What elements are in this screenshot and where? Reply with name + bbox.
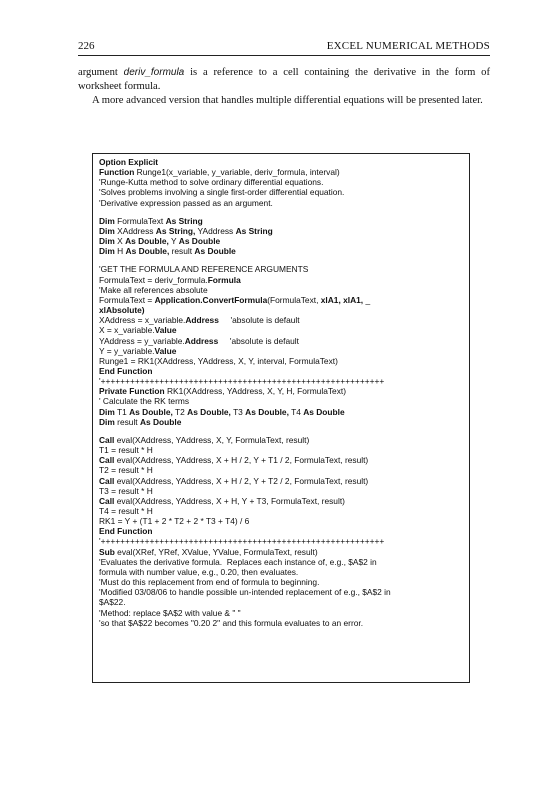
code-text: T1 (114, 406, 130, 417)
page-number: 226 (78, 40, 95, 52)
code-text: '++++++++++++++++++++++++++++++++++++++++++++++++++++++++++ (99, 376, 385, 387)
book-page (78, 40, 491, 628)
code-text: RK1(XAddress, YAddress, X, Y, H, FormulaText) (164, 386, 346, 397)
code-text: YAddress = y_variable. (99, 335, 185, 346)
code-line (99, 557, 463, 567)
code-keyword: As Double, (187, 406, 231, 417)
code-keyword: As Double, (129, 406, 173, 417)
code-text: T3 = result * H (99, 485, 153, 496)
code-keyword: As Double, (245, 406, 289, 417)
code-keyword: Function (99, 167, 135, 178)
code-line (99, 336, 463, 346)
code-text: _ (363, 294, 371, 305)
running-title: EXCEL NUMERICAL METHODS (326, 40, 490, 52)
code-text: T4 (288, 406, 304, 417)
code-text: Y = y_variable. (99, 345, 155, 356)
code-line (99, 608, 463, 618)
code-line (99, 417, 463, 427)
code-line (99, 275, 463, 285)
code-text: eval(XAddress, YAddress, X + H / 2, Y + T2 / 2, FormulaText, result) (114, 475, 369, 486)
code-keyword: Address (184, 335, 219, 346)
code-text: 'Make all references absolute (99, 284, 208, 295)
code-text: X (114, 236, 126, 247)
code-text: Y (168, 236, 179, 247)
code-line (99, 246, 463, 256)
code-line (99, 315, 463, 325)
running-header (78, 40, 490, 56)
code-keyword: Call (99, 434, 115, 445)
code-line (99, 526, 463, 536)
code-line (99, 547, 463, 557)
code-line (99, 386, 463, 396)
code-text: eval(XAddress, YAddress, X + H, Y + T3, FormulaText, result) (114, 495, 345, 506)
code-line (99, 618, 463, 628)
code-keyword: Call (99, 455, 115, 466)
code-line (99, 305, 463, 315)
code-keyword: As Double (178, 236, 221, 247)
code-block-header (99, 157, 463, 208)
code-keyword: As Double, (125, 236, 169, 247)
code-line (99, 285, 463, 295)
code-keyword: Application.ConvertFormula (154, 294, 268, 305)
code-text: '++++++++++++++++++++++++++++++++++++++++++++++++++++++++++ (99, 536, 385, 547)
code-line (99, 226, 463, 236)
code-line (99, 366, 463, 376)
code-line (99, 435, 463, 445)
code-text: 'GET THE FORMULA AND REFERENCE ARGUMENTS (99, 264, 309, 275)
code-block-arguments (99, 264, 463, 427)
code-line (99, 455, 463, 465)
code-gap (99, 256, 463, 264)
code-gap (99, 427, 463, 435)
code-gap (99, 208, 463, 216)
code-line (99, 476, 463, 486)
code-text: 'Method: replace $A$2 with value & " " (99, 607, 241, 618)
code-line (99, 236, 463, 246)
code-text: T2 = result * H (99, 465, 153, 476)
code-text: T2 (172, 406, 188, 417)
code-line (99, 496, 463, 506)
code-line (99, 198, 463, 208)
code-text: 'Derivative expression passed as an argument. (99, 197, 273, 208)
code-line (99, 577, 463, 587)
code-text: T1 = result * H (99, 445, 153, 456)
code-keyword: As String (165, 215, 203, 226)
code-keyword: As Double (194, 246, 236, 257)
code-keyword: Dim (99, 416, 115, 427)
code-line (99, 396, 463, 406)
code-text: T3 (230, 406, 246, 417)
code-keyword: As String, (155, 225, 196, 236)
code-text: YAddress (195, 225, 236, 236)
code-text: 'Evaluates the derivative formula. Replaces each instance of, e.g., $A$2 in (99, 556, 377, 567)
code-text: (FormulaText, (267, 294, 321, 305)
code-keyword: As Double (139, 416, 182, 427)
code-text: result (169, 246, 195, 257)
paragraph-2: A more advanced version that handles multiple differential equations will be presented later. (92, 95, 483, 106)
code-text: FormulaText (114, 215, 166, 226)
code-line (99, 516, 463, 526)
code-line (99, 536, 463, 546)
code-text: 'Runge-Kutta method to solve ordinary differential equations. (99, 177, 324, 188)
code-text: 'Modified 03/08/06 to handle possible un-intended replacement of e.g., $A$2 in (99, 587, 391, 598)
code-line (99, 356, 463, 366)
code-keyword: Address (185, 315, 219, 326)
code-keyword: Call (99, 475, 115, 486)
code-text: ' Calculate the RK terms (99, 396, 190, 407)
code-line (99, 346, 463, 356)
code-keyword: As Double (303, 406, 345, 417)
code-keyword: Sub (99, 546, 115, 557)
code-line (99, 465, 463, 475)
code-keyword: As Double, (125, 246, 170, 257)
code-text: RK1 = Y + (T1 + 2 * T2 + 2 * T3 + T4) / 6 (99, 516, 250, 527)
code-text: 'Solves problems involving a single first-order differential equation. (99, 187, 345, 198)
code-keyword: Formula (207, 274, 241, 285)
code-text: Runge1(x_variable, y_variable, deriv_formula, interval) (134, 167, 340, 178)
code-keyword: Dim (99, 406, 115, 417)
code-keyword: Option Explicit (99, 157, 159, 167)
code-text: 'absolute is default (218, 335, 299, 346)
code-text: 'Must do this replacement from end of formula to beginning. (99, 577, 320, 588)
code-line (99, 506, 463, 516)
code-text: FormulaText = deriv_formula. (99, 274, 208, 285)
code-keyword: End Function (99, 365, 153, 376)
code-line (99, 407, 463, 417)
code-text: XAddress = x_variable. (99, 315, 186, 326)
code-keyword: As String (235, 225, 273, 236)
code-line (99, 486, 463, 496)
code-keyword: xlA1, xlA1, (320, 294, 364, 305)
code-line (99, 177, 463, 187)
code-text: FormulaText = (99, 294, 155, 305)
code-text: H (114, 246, 126, 257)
code-line (99, 264, 463, 274)
code-line (99, 587, 463, 597)
code-keyword: Dim (99, 225, 115, 236)
code-keyword: End Function (99, 526, 153, 537)
code-line (99, 445, 463, 455)
code-block-rk-terms (99, 435, 463, 628)
code-text: eval(XAddress, YAddress, X + H / 2, Y + T1 / 2, FormulaText, result) (114, 455, 369, 466)
code-line (99, 157, 463, 167)
code-text: 'absolute is default (218, 315, 300, 326)
paragraph-1: argument deriv_formula is a reference to a cell containing the derivative in the form of worksheet formula. (78, 67, 491, 92)
code-listing (92, 153, 470, 683)
code-text: 'so that $A$22 becomes "0.20 2" and this formula evaluates to an error. (99, 617, 364, 628)
code-text: eval(XAddress, YAddress, X, Y, FormulaText, result) (114, 434, 310, 445)
code-block-declarations (99, 216, 463, 257)
code-text: $A$22. (99, 597, 126, 608)
code-text: X = x_variable. (99, 325, 155, 336)
code-line (99, 187, 463, 197)
code-keyword: Dim (99, 215, 115, 226)
code-line (99, 325, 463, 335)
code-keyword: Dim (99, 246, 115, 257)
code-line (99, 167, 463, 177)
code-keyword: Value (154, 345, 177, 356)
code-text: result (114, 416, 140, 427)
code-line (99, 295, 463, 305)
code-line (99, 567, 463, 577)
code-text: eval(XRef, YRef, XValue, YValue, FormulaText, result) (114, 546, 318, 557)
code-line (99, 216, 463, 226)
body-text (78, 66, 490, 108)
code-line (99, 376, 463, 386)
code-text: T4 = result * H (99, 506, 153, 516)
code-keyword: Value (154, 325, 177, 336)
argument-name: deriv_formula (123, 67, 185, 78)
code-keyword: Call (99, 495, 115, 506)
code-text: formula with number value, e.g., 0.20, then evaluates. (99, 566, 299, 577)
code-line (99, 597, 463, 607)
code-keyword: Private Function (99, 386, 165, 397)
code-text: XAddress (114, 225, 156, 236)
code-text: Runge1 = RK1(XAddress, YAddress, X, Y, interval, FormulaText) (99, 355, 338, 366)
code-keyword: xlAbsolute) (99, 305, 145, 316)
code-keyword: Dim (99, 236, 115, 247)
